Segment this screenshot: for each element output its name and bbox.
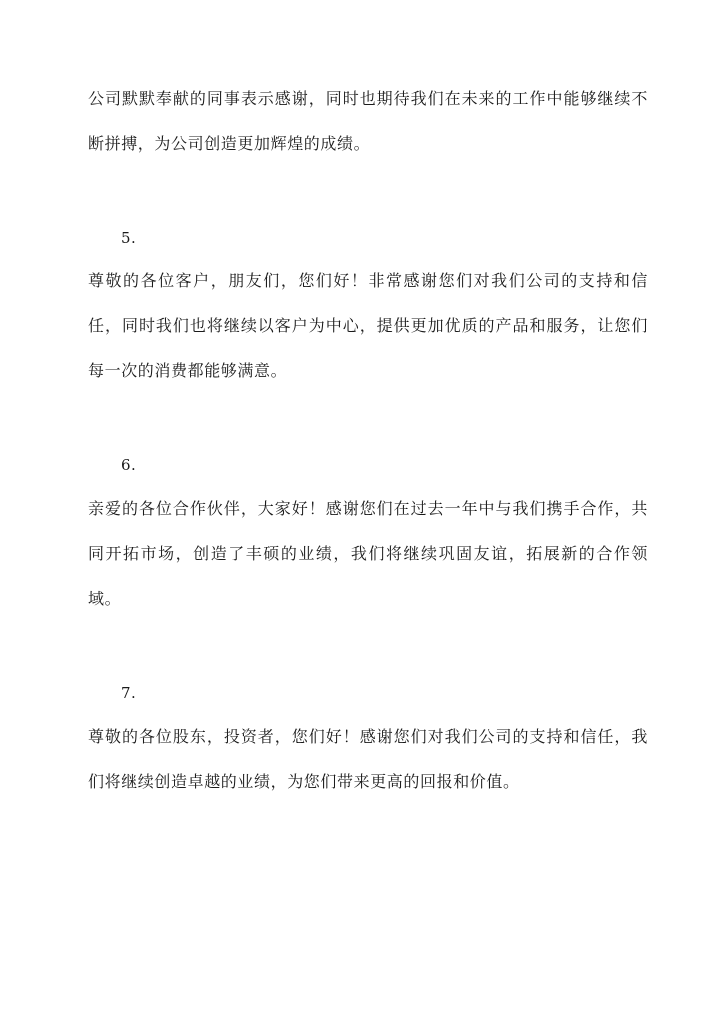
section-number-5: 5. bbox=[121, 229, 137, 247]
section-paragraph-6: 亲爱的各位合作伙伴，大家好！感谢您们在过去一年中与我们携手合作，共同开拓市场，创造了丰硕的业绩，我们将继续巩固友谊，拓展新的合作领域。 bbox=[88, 499, 648, 608]
section-number-6: 6. bbox=[121, 456, 137, 474]
section-number-7: 7. bbox=[121, 684, 137, 702]
intro-paragraph: 公司默默奉献的同事表示感谢，同时也期待我们在未来的工作中能够继续不断拼搏，为公司创造更加辉煌的成绩。 bbox=[88, 89, 648, 153]
section-paragraph-5: 尊敬的各位客户，朋友们，您们好！非常感谢您们对我们公司的支持和信任，同时我们也将继续以客户为中心，提供更加优质的产品和服务，让您们每一次的消费都能够满意。 bbox=[88, 271, 648, 380]
section-paragraph-7: 尊敬的各位股东，投资者，您们好！感谢您们对我们公司的支持和信任，我们将继续创造卓越的业绩，为您们带来更高的回报和价值。 bbox=[88, 727, 648, 791]
